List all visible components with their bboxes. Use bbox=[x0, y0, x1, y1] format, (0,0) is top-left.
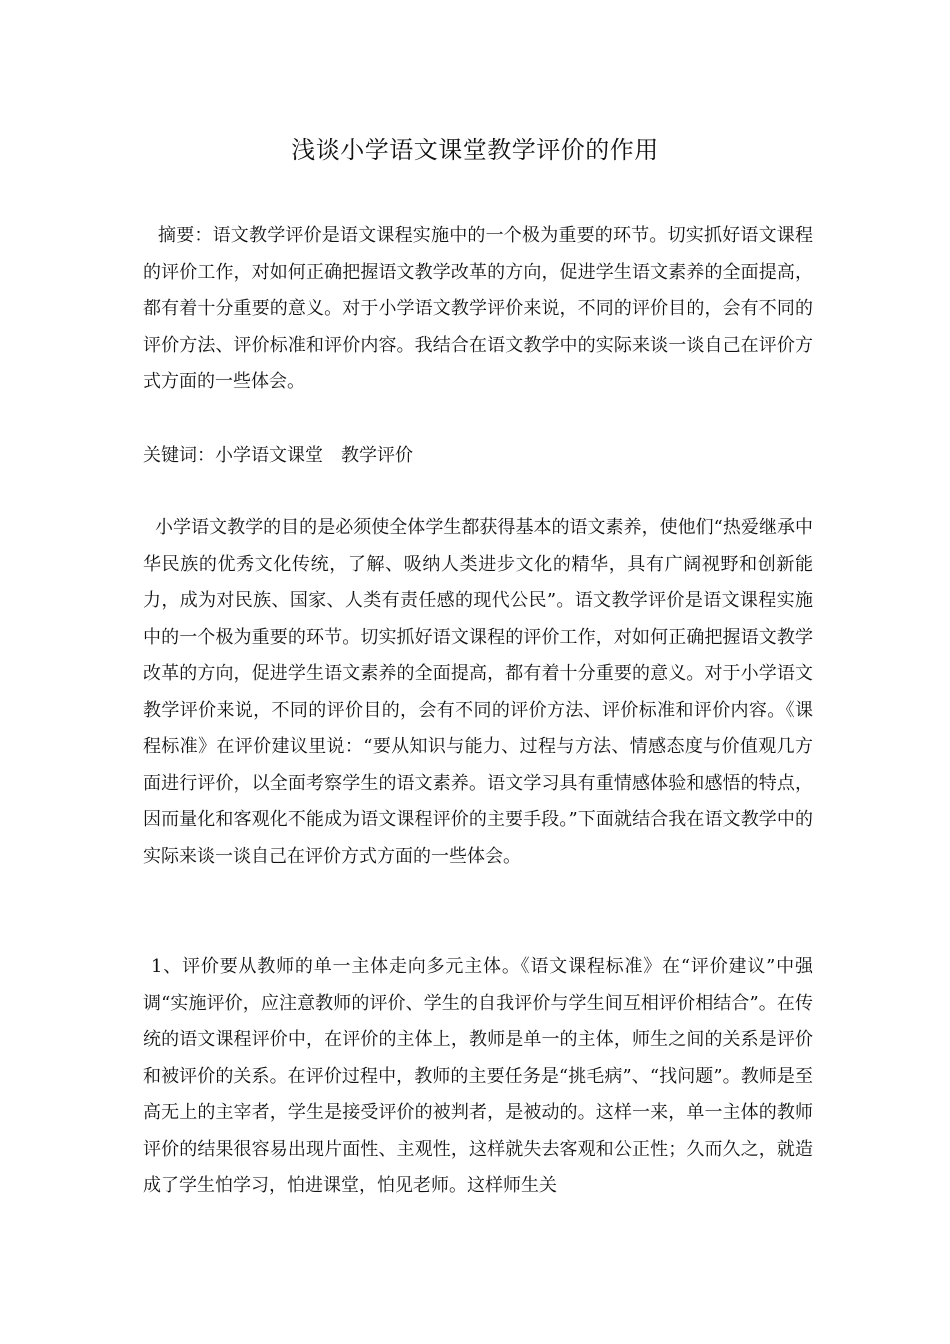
intro-paragraph: 小学语文教学的目的是必须使全体学生都获得基本的语文素养，使他们“热爱继承中华民族的优秀文化传统，了解、吸纳人类进步文化的精华，具有广阔视野和创新能力，成为对民族、国家、人类有责任感的现代公民”。语文教学评价是语文课程实施中的一个极为重要的环节。切实抓好语文课程的评价工作，对如何正确把握语文教学改革的方向，促进学生语文素养的全面提高，都有着十分重要的意义。对于小学语文教学评价来说，不同的评价目的，会有不同的评价方法、评价标准和评价内容。《课程标准》在评价建议里说：“要从知识与能力、过程与方法、情感态度与价值观几方面进行评价，以全面考察学生的语文素养。语文学习具有重情感体验和感悟的特点，因而量化和客观化不能成为语文课程评价的主要手段。”下面就结合我在语文教学中的实际来谈一谈自己在评价方式方面的一些体会。 bbox=[143, 517, 813, 867]
keywords-line: 关键词：小学语文课堂 教学评价 bbox=[143, 445, 413, 466]
abstract-paragraph: 摘要：语文教学评价是语文课程实施中的一个极为重要的环节。切实抓好语文课程的评价工作，对如何正确把握语文教学改革的方向，促进学生语文素养的全面提高，都有着十分重要的意义。对于小学语文教学评价来说，不同的评价目的，会有不同的评价方法、评价标准和评价内容。我结合在语文教学中的实际来谈一谈自己在评价方式方面的一些体会。 bbox=[143, 225, 813, 392]
document-title: 浅谈小学语文课堂教学评价的作用 bbox=[291, 136, 659, 164]
point-1-paragraph: 1、评价要从教师的单一主体走向多元主体。《语文课程标准》在“评价建议”中强调“实施评价，应注意教师的评价、学生的自我评价与学生间互相评价相结合”。在传统的语文课程评价中，在评价的主体上，教师是单一的主体，师生之间的关系是评价和被评价的关系。在评价过程中，教师的主要任务是“挑毛病”、“找问题”。教师是至高无上的主宰者，学生是接受评价的被判者，是被动的。这样一来，单一主体的教师评价的结果很容易出现片面性、主观性，这样就失去客观和公正性；久而久之，就造成了学生怕学习，怕进课堂，怕见老师。这样师生关 bbox=[143, 956, 813, 1196]
